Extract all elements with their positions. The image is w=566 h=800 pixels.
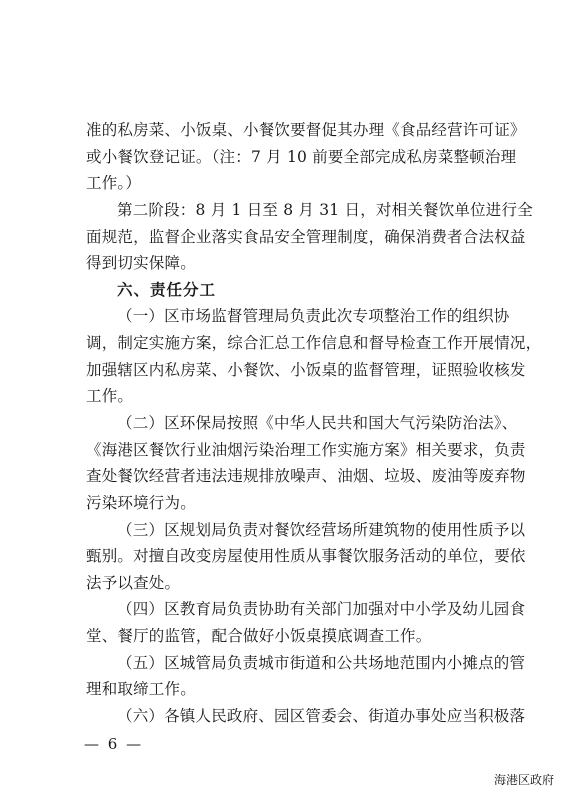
body-line-20: 堂、餐厅的监管，配合做好小饭桌摸底调查工作。 [86, 627, 432, 645]
body-line-3: 工作。） [86, 174, 142, 192]
body-line-15: 污染环境行为。 [86, 494, 196, 512]
body-line-17: 甄别。对擅自改变房屋使用性质从事餐饮服务活动的单位，要依 [86, 547, 526, 565]
body-line-22: 理和取缔工作。 [86, 680, 196, 698]
body-line-1: 准的私房菜、小饭桌、小餐饮要督促其办理《食品经营许可证》 [86, 121, 526, 139]
body-line-23: （六）各镇人民政府、园区管委会、街道办事处应当积极落 [117, 707, 526, 725]
body-line-18: 法予以查处。 [86, 574, 181, 592]
body-line-6: 得到切实保障。 [86, 254, 196, 272]
body-line-13: 《海港区餐饮行业油烟污染治理工作实施方案》相关要求，负责 [86, 441, 526, 459]
body-line-11: 工作。 [86, 387, 134, 405]
section-heading: 六、责任分工 [117, 281, 217, 299]
body-line-9: 调，制定实施方案，综合汇总工作信息和督导检查工作开展情况， [86, 334, 542, 352]
body-line-19: （四）区教育局负责协助有关部门加强对中小学及幼儿园食 [117, 600, 526, 618]
body-line-10: 加强辖区内私房菜、小餐饮、小饭桌的监督管理，证照验收核发 [86, 361, 526, 379]
body-line-12: （二）区环保局按照《中华人民共和国大气污染防治法》、 [117, 414, 518, 432]
body-line-4: 第二阶段：8 月 1 日至 8 月 31 日，对相关餐饮单位进行全 [117, 201, 533, 219]
body-line-14: 查处餐饮经营者违法违规排放噪声、油烟、垃圾、废油等废弃物 [86, 467, 526, 485]
body-line-21: （五）区城管局负责城市街道和公共场地范围内小摊点的管 [117, 654, 526, 672]
page-number: — 6 — [84, 735, 144, 753]
body-line-16: （三）区规划局负责对餐饮经营场所建筑物的使用性质予以 [117, 521, 526, 539]
body-line-5: 面规范，监督企业落实食品安全管理制度，确保消费者合法权益 [86, 228, 526, 246]
body-line-2: 或小餐饮登记证。（注：7 月 10 前要全部完成私房菜整顿治理 [86, 148, 517, 166]
source-watermark: 海港区政府 [493, 773, 554, 787]
body-line-8: （一）区市场监督管理局负责此次专项整治工作的组织协 [117, 307, 510, 325]
